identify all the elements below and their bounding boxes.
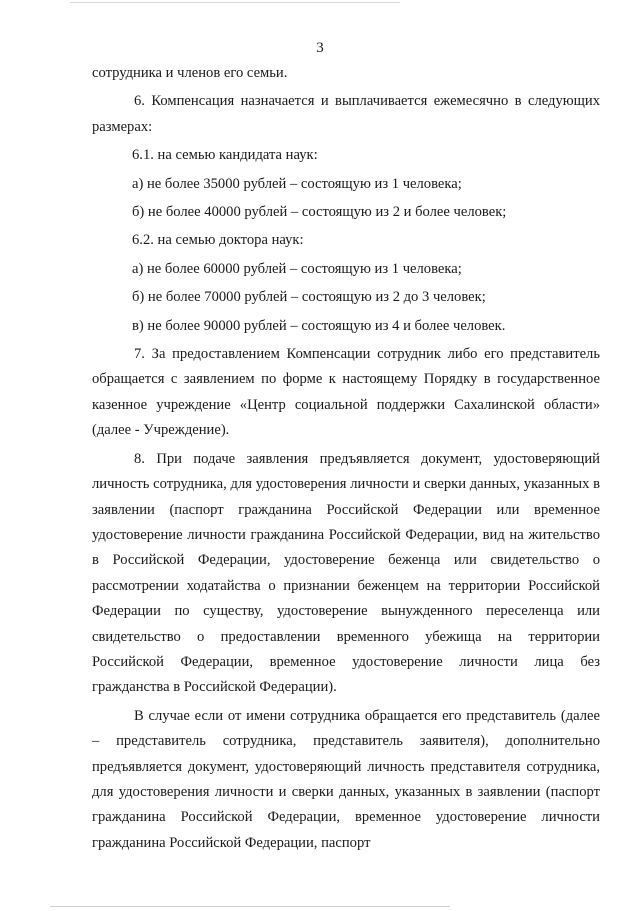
subitem-6-2-a: а) не более 60000 рублей – состоящую из 1 человека; (132, 260, 462, 277)
paragraph-representative: В случае если от имени сотрудника обращается его представитель (далее – представитель сотрудника, представитель заявителя), дополнительно предъявляется документ, удостоверяющий личность представителя сотрудника, для удостоверения личности и сверки данных, указанных в заявлении (паспорт гражданина Российской Федерации, временное удостоверение личности гражданина Российской Федерации, паспорт (92, 707, 600, 851)
scan-edge-top (70, 2, 400, 3)
paragraph-continuation: сотрудника и членов его семьи. (92, 65, 288, 81)
page-number: 3 (316, 40, 324, 56)
scan-edge-bottom (50, 906, 450, 907)
subitem-6-2-v: в) не более 90000 рублей – состоящую из 4 и более человек. (132, 317, 506, 334)
document-body (92, 61, 600, 856)
paragraph-item-7: 7. За предоставлением Компенсации сотрудник либо его представитель обращается с заявлением по форме к настоящему Порядку в государственное казенное учреждение «Центр социальной поддержки Сахалинской области» (далее - Учреждение). (92, 346, 600, 439)
subitem-6-2: 6.2. на семью доктора наук: (132, 232, 304, 249)
subitem-6-1-a: а) не более 35000 рублей – состоящую из 1 человека; (132, 175, 462, 192)
paragraph-item-8: 8. При подаче заявления предъявляется документ, удостоверяющий личность сотрудника, для удостоверения личности и сверки данных, указанных в заявлении (паспорт гражданина Российской Федерации или временное удостоверение личности гражданина Российской Федерации, вид на жительство в Российской Федерации, удостоверение беженца или свидетельство о рассмотрении ходатайства о признании беженцем на территории Российской Федерации по существу, удостоверение вынужденного переселенца или свидетельство о предоставлении временного убежища на территории Российской Федерации, временное удостоверение личности лица без гражданства в Российской Федерации). (92, 450, 600, 696)
paragraph-item-6: 6. Компенсация назначается и выплачивается ежемесячно в следующих размерах: (92, 93, 600, 135)
subitem-6-1-b: б) не более 40000 рублей – состоящую из 2 и более человек; (132, 204, 507, 221)
subitem-6-1: 6.1. на семью кандидата наук: (132, 147, 318, 164)
subitem-6-2-b: б) не более 70000 рублей – состоящую из 2 до 3 человек; (132, 289, 486, 306)
